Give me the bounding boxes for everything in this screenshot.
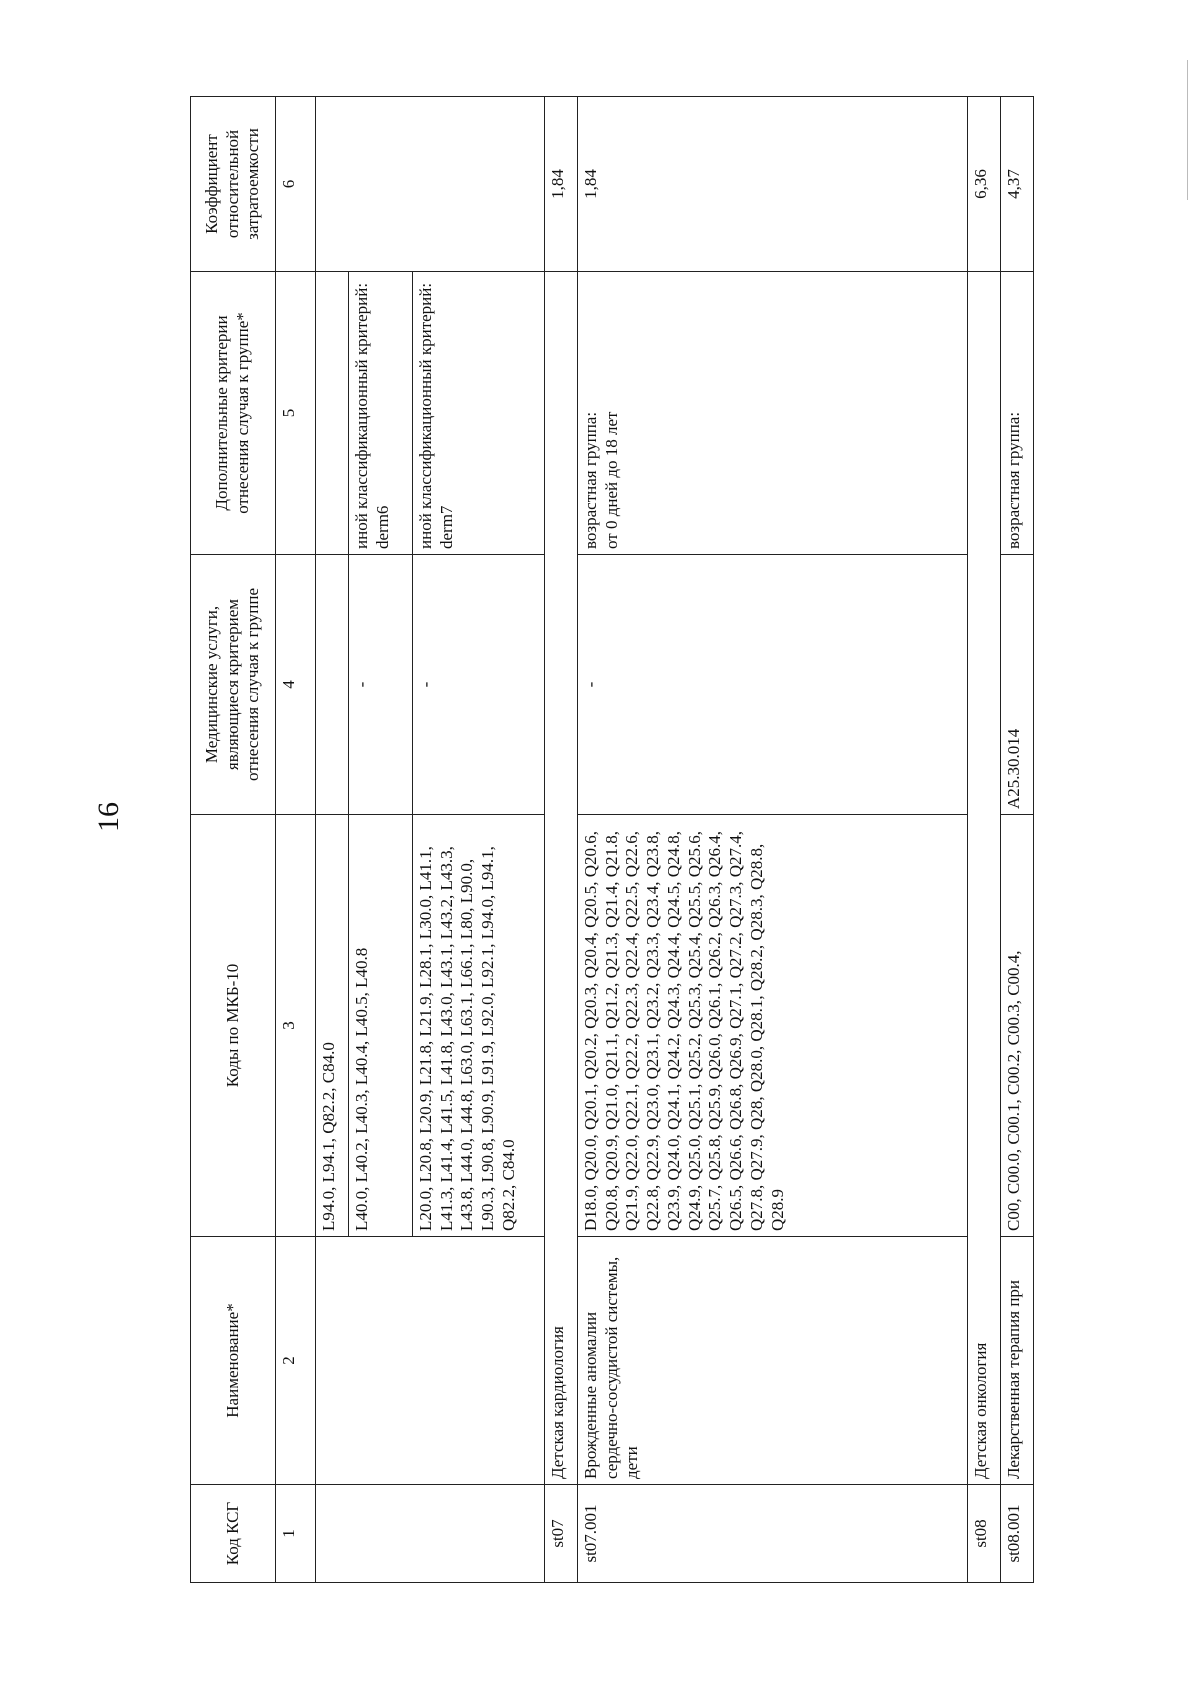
services-cell: A25.30.014 — [1001, 555, 1034, 815]
table-row — [1001, 97, 1034, 1583]
table-row — [968, 97, 1001, 1583]
table-row — [578, 97, 968, 1583]
criteria-cell — [316, 272, 349, 555]
header-code: Код КСГ — [191, 1485, 276, 1583]
criteria-cell: возрастная группа: — [1001, 272, 1034, 555]
services-cell — [316, 555, 349, 815]
criteria-cell — [578, 272, 968, 555]
column-number: 5 — [276, 272, 316, 555]
code-cell: st07 — [545, 1485, 578, 1583]
criteria-line: от 0 дней до 18 лет — [601, 411, 621, 549]
header-name: Наименование* — [191, 1237, 276, 1485]
coef-cell: 6,36 — [968, 97, 1001, 272]
name-cell — [316, 1237, 545, 1485]
mkb-cell: L20.0, L20.8, L20.9, L21.8, L21.9, L28.1, L30.0, L41.1, L41.3, L41.4, L41.5, L41.8, L43.0, L43.1, L43.2, L43.3, L43.8, L44.0, L44.8, L63.0, L63.1, L66.1, L80, L90.0, L90.3, L90.8, L90.9, L91.9, L92.0, L92.1, L94.0, L94.1, Q82.2, C84.0 — [413, 815, 545, 1237]
mkb-cell: C00, C00.0, C00.1, C00.2, C00.3, C00.4, — [1001, 815, 1034, 1237]
code-cell: st08.001 — [1001, 1485, 1034, 1583]
column-number: 3 — [276, 815, 316, 1237]
name-cell: Детская онкология — [968, 272, 1001, 1485]
services-cell: - — [413, 555, 545, 815]
code-cell: st07.001 — [578, 1485, 968, 1583]
header-mkb: Коды по МКБ-10 — [191, 815, 276, 1237]
table-header-row — [191, 97, 276, 1583]
code-cell: st08 — [968, 1485, 1001, 1583]
code-cell — [316, 1485, 545, 1583]
criteria-cell: иной классификационный критерий: derm7 — [413, 272, 545, 555]
mkb-cell: L40.0, L40.2, L40.3, L40.4, L40.5, L40.8 — [349, 815, 413, 1237]
column-number: 1 — [276, 1485, 316, 1583]
header-services: Медицинские услуги, являющиеся критерием отнесения случая к группе — [191, 555, 276, 815]
coef-cell — [316, 97, 545, 272]
coef-cell: 1,84 — [578, 97, 968, 272]
ksg-table — [190, 96, 1034, 1583]
column-number: 2 — [276, 1237, 316, 1485]
table-row — [545, 97, 578, 1583]
rotated-page-content — [190, 97, 1095, 1583]
coef-cell: 4,37 — [1001, 97, 1034, 272]
criteria-cell: иной классификационный критерий: derm6 — [349, 272, 413, 555]
name-cell: Врожденные аномалии сердечно-сосудистой системы, дети — [578, 1237, 968, 1485]
header-coef: Коэффициент относительной затратоемкости — [191, 97, 276, 272]
column-number-row — [276, 97, 316, 1583]
mkb-cell: L94.0, L94.1, Q82.2, C84.0 — [316, 815, 349, 1237]
criteria-line: возрастная группа: — [581, 411, 600, 549]
column-number: 6 — [276, 97, 316, 272]
services-cell: - — [578, 555, 968, 815]
table-row — [316, 97, 349, 1583]
header-criteria: Дополнительные критерии отнесения случая к группе* — [191, 272, 276, 555]
column-number: 4 — [276, 555, 316, 815]
page-number: 16 — [92, 802, 125, 832]
mkb-cell: D18.0, Q20.0, Q20.1, Q20.2, Q20.3, Q20.4, Q20.5, Q20.6, Q20.8, Q20.9, Q21.0, Q21.1, Q21.2, Q21.3, Q21.4, Q21.8, Q21.9, Q22.0, Q22.1, Q22.2, Q22.3, Q22.4, Q22.5, Q22.6, Q22.8, Q22.9, Q23.0, Q23.1, Q23.2, Q23.3, Q23.4, Q23.8, Q23.9, Q24.0, Q24.1, Q24.2, Q24.3, Q24.4, Q24.5, Q24.8, Q24.9, Q25.0, Q25.1, Q25.2, Q25.3, Q25.4, Q25.5, Q25.6, Q25.7, Q25.8, Q25.9, Q26.0, Q26.1, Q26.2, Q26.3, Q26.4, Q26.5, Q26.6, Q26.8, Q26.9, Q27.1, Q27.2, Q27.3, Q27.4, Q27.8, Q27.9, Q28, Q28.0, Q28.1, Q28.2, Q28.3, Q28.8, Q28.9 — [578, 815, 968, 1237]
name-cell: Лекарственная терапия при — [1001, 1237, 1034, 1485]
coef-cell: 1,84 — [545, 97, 578, 272]
services-cell: - — [349, 555, 413, 815]
margin-line — [1187, 60, 1188, 200]
name-cell: Детская кардиология — [545, 272, 578, 1485]
